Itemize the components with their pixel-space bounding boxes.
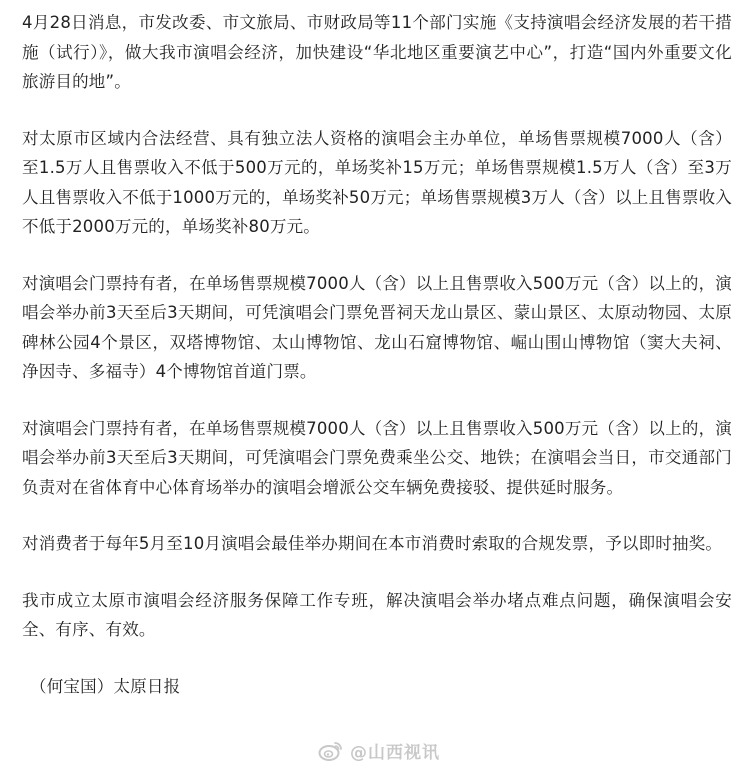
paragraph-task-force: 我市成立太原市演唱会经济服务保障工作专班，解决演唱会举办堵点难点问题，确保演唱会安全、有序、有效。 bbox=[22, 590, 732, 639]
watermark bbox=[318, 738, 440, 763]
paragraph-invoice-lottery: 对消费者于每年5月至10月演唱会最佳举办期间在本市消费时索取的合规发票，予以即时抽奖。 bbox=[22, 534, 723, 553]
paragraph-intro: 4月28日消息，市发改委、市文旅局、市财政局等11个部门实施《支持演唱会经济发展的若干措施（试行）》，做大我市演唱会经济，加快建设“华北地区重要演艺中心”，打造“国内外重要文化旅游目的地”。 bbox=[22, 13, 732, 91]
watermark-text: @山西视讯 bbox=[350, 743, 440, 763]
paragraph-organizer-subsidy: 对太原市区域内合法经营、具有独立法人资格的演唱会主办单位，单场售票规模7000人（含）至1.5万人且售票收入不低于500万元的，单场奖补15万元；单场售票规模1.5万人（含）至3万人且售票收入不低于1000万元的，单场奖补50万元；单场售票规模3万人（含）以上且售票收入不低于2000万元的，单场奖补80万元。 bbox=[22, 128, 732, 236]
paragraph-transport: 对演唱会门票持有者，在单场售票规模7000人（含）以上且售票收入500万元（含）以上的，演唱会举办前3天至后3天期间，可凭演唱会门票免费乘坐公交、地铁；在演唱会当日，市交通部门负责对在省体育中心体育场举办的演唱会增派公交车辆免费接驳、提供延时服务。 bbox=[22, 418, 732, 497]
weibo-icon bbox=[318, 740, 344, 762]
paragraph-scenic-tickets: 对演唱会门票持有者，在单场售票规模7000人（含）以上且售票收入500万元（含）以上的，演唱会举办前3天至后3天期间，可凭演唱会门票免晋祠天龙山景区、蒙山景区、太原动物园、太原碑林公园4个景区，双塔博物馆、太山博物馆、龙山石窟博物馆、崛山围山博物馆（窦大夫祠、净因寺、多福寺）4个博物馆首道门票。 bbox=[22, 273, 732, 381]
article-body bbox=[22, 8, 732, 728]
byline: （何宝国）太原日报 bbox=[30, 676, 181, 696]
